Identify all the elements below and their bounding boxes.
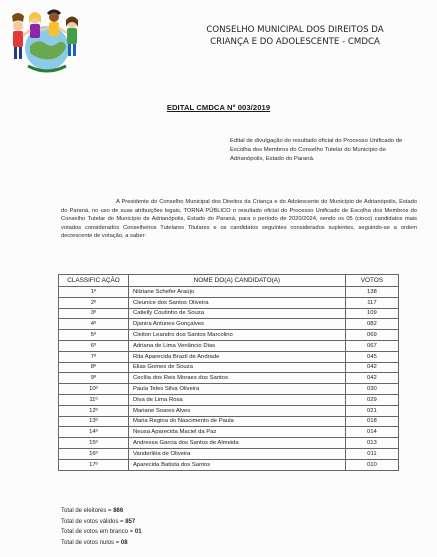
edital-body (61, 198, 417, 241)
votes-cell: 067 (345, 340, 398, 351)
rank-cell: 1º (59, 287, 129, 298)
votes-cell: 010 (345, 459, 398, 470)
header-line-2: CRIANÇA E DO ADOLESCENTE - CMDCA (210, 37, 380, 47)
edital-body-text: A Presidente do Conselho Municipal dos Direitos da Criança e do Adolescente do Município de Adrianópolis, Estado do Paraná, no uso de suas atribuições legais, TORNA PÚBLICO o resultado oficial do Processo Unificado de Escolha dos Membros do Conselho Tutelar do Município de Adrianópolis, Estado do Paraná, para o período de 2020/2024, sendo os 05 (cinco) candidatos mais votados considerados Conselheiros Tutelares Titulares e os candidatos seguintes considerados suplentes, seguindo-se a ordem decrescente de votação, a saber: (61, 199, 417, 240)
table-row (59, 394, 399, 405)
votes-cell: 030 (345, 384, 398, 395)
table-row (59, 373, 399, 384)
votes-cell: 014 (345, 427, 398, 438)
candidate-name-cell: Vanderléia de Oliveira (128, 448, 345, 459)
candidate-name-cell: Djanira Antunes Gonçalves (128, 319, 345, 330)
header-votes: VOTOS (345, 275, 398, 287)
votes-cell: 082 (345, 319, 398, 330)
rank-cell: 8º (59, 362, 129, 373)
header-candidate-name: NOME DO(A) CANDIDATO(A) (128, 275, 345, 287)
rank-cell: 10º (59, 384, 129, 395)
results-table-header-row (59, 275, 399, 287)
edital-summary: Edital de divulgação do resultado oficial do Processo Unificado de Escolha dos Membros do Conselho Tutelar do Município de Adrianópolis, Estado do Paraná. (230, 138, 403, 162)
children-holding-hands-around-globe-icon (8, 6, 86, 74)
rank-cell: 17º (59, 459, 129, 470)
table-row (59, 297, 399, 308)
total-label: Total de votos válidos = (61, 518, 126, 525)
table-row (59, 405, 399, 416)
table-row (59, 416, 399, 427)
candidate-name-cell: Elias Gomes de Souza (128, 362, 345, 373)
votes-cell: 011 (345, 448, 398, 459)
votes-cell: 117 (345, 297, 398, 308)
total-null-votes-line (61, 538, 142, 549)
table-row (59, 330, 399, 341)
votes-cell: 029 (345, 394, 398, 405)
header-classification: CLASSIFIC AÇÃO (59, 275, 129, 287)
total-blank-votes-line (61, 527, 142, 538)
candidate-name-cell: Paula Teles Silva Oliveira (128, 384, 345, 395)
candidate-name-cell: Andressa Garcia dos Santos de Almeida (128, 438, 345, 449)
rank-cell: 4º (59, 319, 129, 330)
votes-cell: 018 (345, 416, 398, 427)
rank-cell: 16º (59, 448, 129, 459)
table-row (59, 340, 399, 351)
table-row (59, 308, 399, 319)
table-row (59, 351, 399, 362)
candidate-name-cell: Adriana de Lima Venâncio Dias (128, 340, 345, 351)
candidate-name-cell: Aparecida Batista dos Santos (128, 459, 345, 470)
votes-cell: 109 (345, 308, 398, 319)
candidate-name-cell: Catielly Coutinho de Souza (128, 308, 345, 319)
rank-cell: 12º (59, 405, 129, 416)
table-row (59, 362, 399, 373)
votes-cell: 013 (345, 438, 398, 449)
table-row (59, 427, 399, 438)
rank-cell: 13º (59, 416, 129, 427)
rank-cell: 2º (59, 297, 129, 308)
votes-cell: 069 (345, 330, 398, 341)
votes-cell: 021 (345, 405, 398, 416)
candidate-name-cell: Cleunice dos Santos Oliveira (128, 297, 345, 308)
total-value: 857 (125, 518, 136, 525)
total-value: 866 (113, 508, 124, 514)
total-label: Total de votos nulos = (61, 539, 121, 546)
rank-cell: 15º (59, 438, 129, 449)
table-row (59, 319, 399, 330)
table-row (59, 287, 399, 298)
rank-cell: 6º (59, 340, 129, 351)
candidate-name-cell: Cleiton Leandro dos Santos Marcolino (128, 330, 345, 341)
candidate-name-cell: Neusa Aparecida Maciel da Paz (128, 427, 345, 438)
council-header (160, 24, 430, 48)
candidate-name-cell: Rita Aparecida Brazil de Andrade (128, 351, 345, 362)
table-row (59, 459, 399, 470)
header-line-1: CONSELHO MUNICIPAL DOS DIREITOS DA (206, 25, 384, 35)
edital-title: EDITAL CMDCA Nº 003/2019 (166, 103, 271, 112)
rank-cell: 9º (59, 373, 129, 384)
rank-cell: 7º (59, 351, 129, 362)
results-table (58, 274, 399, 471)
total-value: 01 (134, 529, 142, 535)
total-voters-line (61, 506, 142, 517)
vote-totals (61, 506, 142, 548)
total-label: Total de eleitores = (61, 508, 114, 514)
total-valid-votes-line (61, 517, 142, 528)
total-label: Total de votos em branco = (61, 529, 135, 535)
candidate-name-cell: Cecília dos Reis Moraes dos Santos (128, 373, 345, 384)
candidate-name-cell: Nilziane Schefer Araújo (128, 287, 345, 298)
votes-cell: 042 (345, 362, 398, 373)
table-row (59, 448, 399, 459)
votes-cell: 042 (345, 373, 398, 384)
votes-cell: 138 (345, 287, 398, 298)
candidate-name-cell: Maria Regina do Nascimento de Paula (128, 416, 345, 427)
rank-cell: 11º (59, 394, 129, 405)
table-row (59, 384, 399, 395)
rank-cell: 14º (59, 427, 129, 438)
table-row (59, 438, 399, 449)
rank-cell: 5º (59, 330, 129, 341)
rank-cell: 3º (59, 308, 129, 319)
total-value: 08 (120, 539, 128, 546)
votes-cell: 045 (345, 351, 398, 362)
candidate-name-cell: Diva de Lima Rosa (128, 394, 345, 405)
candidate-name-cell: Mariane Soares Alves (128, 405, 345, 416)
